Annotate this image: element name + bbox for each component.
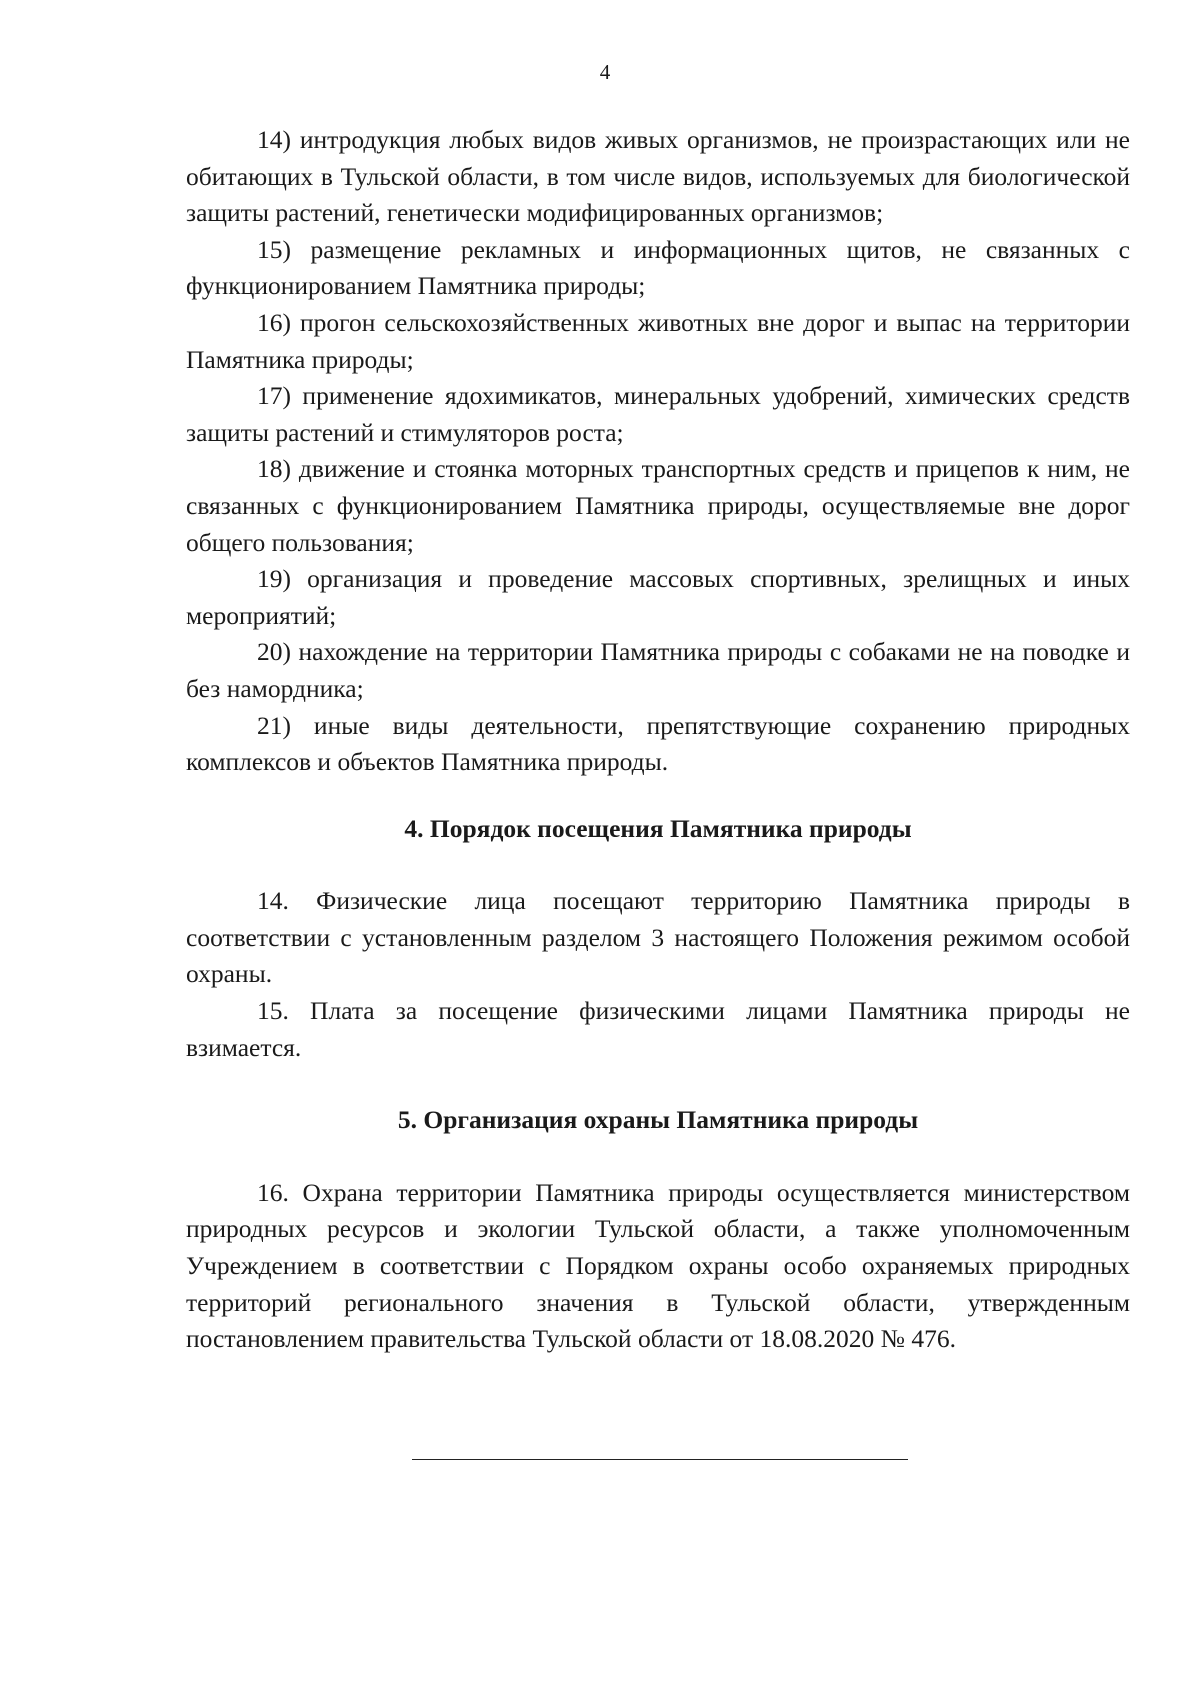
list-item-18: 18) движение и стоянка моторных транспортных средств и прицепов к ним, не связанных с функционированием Памятника природы, осуществляемые вне дорог общего пользования; (186, 454, 1130, 557)
list-item-19: 19) организация и проведение массовых спортивных, зрелищных и иных мероприятий; (186, 564, 1130, 630)
paragraph-16: 16. Охрана территории Памятника природы осуществляется министерством природных ресурсов и экологии Тульской области, а также уполномоченным Учреждением в соответствии с Порядком охраны особо охраняемых природных территорий регионального значения в Тульской области, утвержденным постановлением правительства Тульской области от 18.08.2020 № 476. (186, 1177, 1130, 1354)
page-number: 4 (599, 60, 611, 84)
list-item-21: 21) иные виды деятельности, препятствующие сохранению природных комплексов и объектов Памятника природы. (186, 710, 1130, 777)
list-item-16: 16) прогон сельскохозяйственных животных вне дорог и выпас на территории Памятника природы; (186, 307, 1130, 374)
section-4-heading: 4. Порядок посещения Памятника природы (404, 813, 912, 843)
list-item-17: 17) применение ядохимикатов, минеральных удобрений, химических средств защиты растений и стимуляторов роста; (186, 381, 1130, 447)
list-item-20: 20) нахождение на территории Памятника природы с собаками не на поводке и без намордника; (186, 637, 1130, 703)
paragraph-15: 15. Плата за посещение физическими лицами Памятника природы не взимается. (186, 996, 1130, 1062)
section-5-heading: 5. Организация охраны Памятника природы (397, 1105, 919, 1135)
list-item-14: 14) интродукция любых видов живых организмов, не произрастающих или не обитающих в Тульской области, в том числе видов, используемых для биологической защиты растений, генетически модифицированных организмов; (186, 125, 1130, 228)
list-item-15: 15) размещение рекламных и информационных щитов, не связанных с функционированием Памятника природы; (186, 234, 1130, 301)
end-of-document-rule (412, 1459, 908, 1460)
document-body (186, 122, 1130, 1358)
paragraph-14: 14. Физические лица посещают территорию Памятника природы в соответствии с установленным разделом 3 настоящего Положения режимом особой охраны. (186, 886, 1130, 989)
